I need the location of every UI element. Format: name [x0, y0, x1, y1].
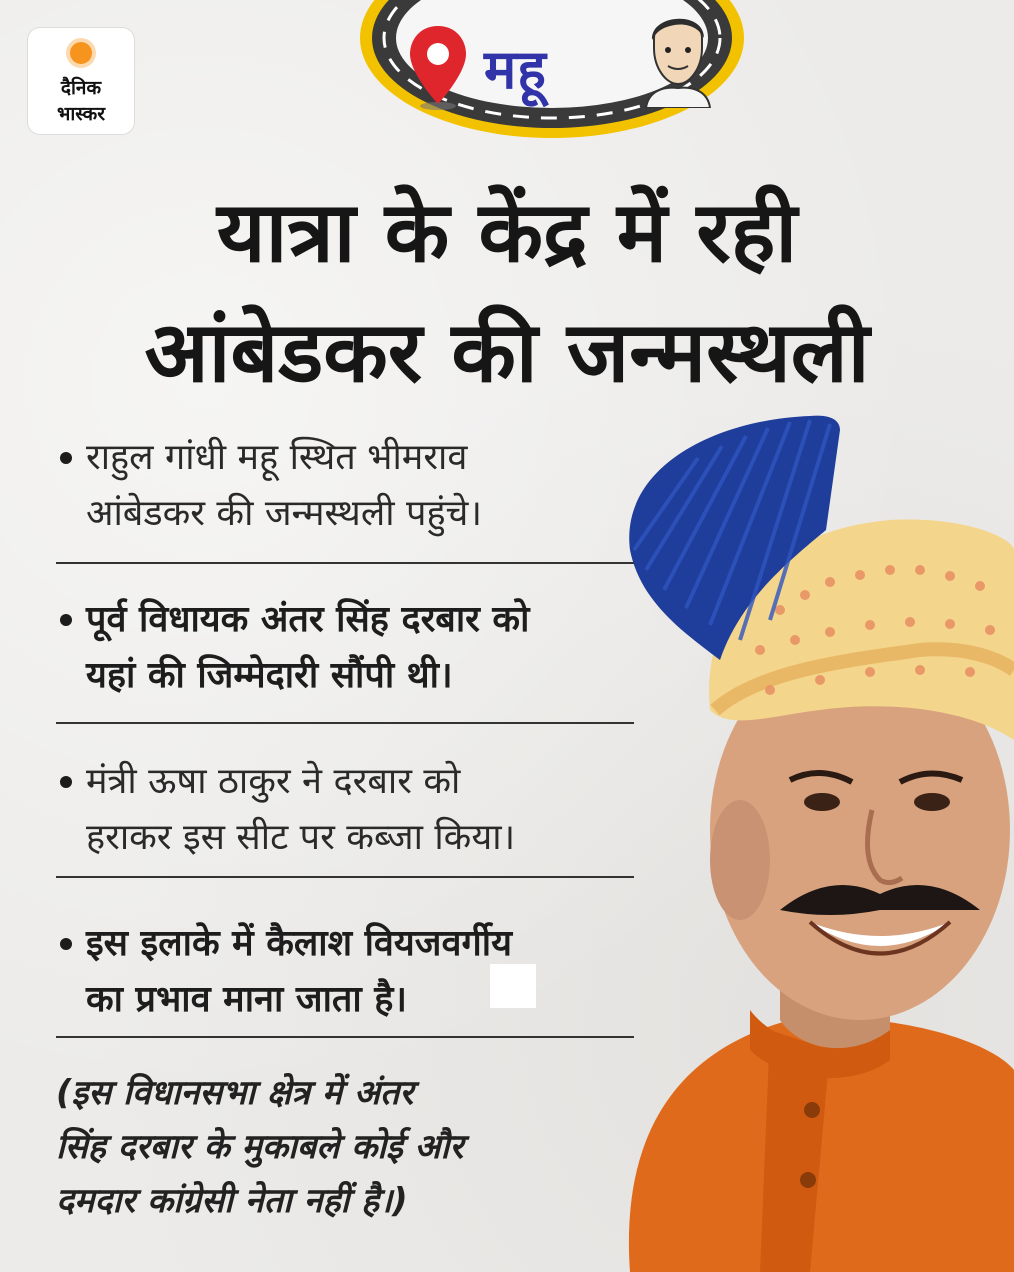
dainik-bhaskar-logo [28, 28, 134, 134]
bullet-line: पूर्व विधायक अंतर सिंह दरबार को [86, 599, 530, 640]
footnote-line: दमदार कांग्रेसी नेता नहीं है।) [56, 1181, 408, 1221]
bullet-line: हराकर इस सीट पर कब्जा किया। [86, 817, 516, 858]
divider [56, 876, 634, 878]
bullet-item [56, 430, 636, 560]
blank-patch [490, 964, 536, 1008]
bullet-line: आंबेडकर की जन्मस्थली पहुंचे। [86, 493, 483, 534]
logo-line-1: दैनिक [60, 77, 102, 99]
bullet-line: मंत्री ऊषा ठाकुर ने दरबार को [86, 761, 461, 802]
bullet-dot-icon [60, 776, 72, 788]
bullet-dot-icon [60, 452, 72, 464]
bullet-list [56, 430, 636, 1046]
bullet-item [56, 754, 636, 884]
bullet-line: यहां की जिम्मेदारी सौंपी थी। [86, 655, 453, 696]
headline-line-1: यात्रा के केंद्र में रही [216, 183, 798, 281]
bullet-line: का प्रभाव माना जाता है। [86, 979, 408, 1020]
politician-caricature-icon [640, 8, 716, 108]
headline-line-2: आंबेडकर की जन्मस्थली [144, 303, 870, 401]
bullet-line: इस इलाके में कैलाश वियजवर्गीय [86, 923, 513, 964]
footnote [56, 1066, 616, 1228]
bullet-item [56, 592, 636, 722]
bullet-line: राहुल गांधी महू स्थित भीमराव [86, 437, 468, 478]
bullet-dot-icon [60, 938, 72, 950]
logo-line-2: भास्कर [56, 103, 106, 125]
divider [56, 1036, 634, 1038]
divider [56, 562, 634, 564]
bullet-dot-icon [60, 614, 72, 626]
footnote-line: (इस विधानसभा क्षेत्र में अंतर [56, 1073, 414, 1113]
sun-icon [70, 42, 92, 64]
politician-portrait [590, 410, 1014, 1272]
divider [56, 722, 634, 724]
bullet-item [56, 916, 636, 1046]
location-title: महू [484, 38, 547, 101]
location-pin-icon [404, 22, 472, 114]
footnote-line: सिंह दरबार के मुकाबले कोई और [56, 1127, 464, 1167]
